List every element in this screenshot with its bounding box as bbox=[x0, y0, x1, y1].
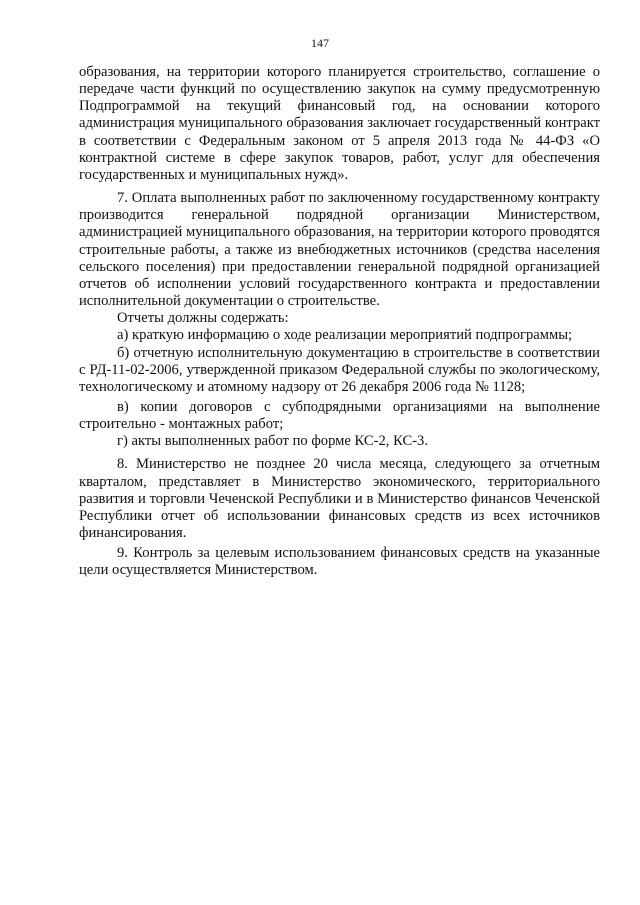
list-item-v: в) копии договоров с субподрядными организациями на выполнение строительно - монтажных работ; bbox=[79, 398, 600, 433]
document-body bbox=[79, 64, 600, 580]
page-number: 147 bbox=[311, 36, 329, 50]
list-item-a: а) краткую информацию о ходе реализации мероприятий подпрограммы; bbox=[117, 327, 573, 344]
paragraph-item-7: 7. Оплата выполненных работ по заключенному государственному контракту производится генеральной подрядной организации Министерством, администрацией муниципального образования, на территории которого проводятся строительные работы, а также из внебюджетных источников (средства населения сельского поселения) при предоставлении генеральной подрядной организацией отчетов об исполнении условий государственного контракта и предоставлении исполнительной документации о строительстве. bbox=[79, 190, 600, 310]
list-item-g: г) акты выполненных работ по форме КС-2, КС-3. bbox=[117, 433, 428, 450]
paragraph-item-9: 9. Контроль за целевым использованием финансовых средств на указанные цели осуществляется Министерством. bbox=[79, 545, 600, 579]
list-item-b: б) отчетную исполнительную документацию в строительстве в соответствии с РД-11-02-2006, утвержденной приказом Федеральной службы по экологическому, технологическому и атомному надзору от 26 декабря 2006 года № 1128; bbox=[79, 344, 600, 395]
paragraph-item-8: 8. Министерство не позднее 20 числа месяца, следующего за отчетным кварталом, представляет в Министерство экономического, территориального развития и торговли Чеченской Республики и в Министерство финансов Чеченской Республики отчет об использовании финансовых средств из всех источников финансирования. bbox=[79, 456, 600, 542]
paragraph-reports-heading: Отчеты должны содержать: bbox=[117, 310, 289, 327]
paragraph-continuation: образования, на территории которого планируется строительство, соглашение о передаче части функций по осуществлению закупок на сумму предусмотренную Подпрограммой на текущий финансовый год, на основании которого администрация муниципального образования заключает государственный контракт в соответствии с Федеральным законом от 5 апреля 2013 года № 44-ФЗ «О контрактной системе в сфере закупок товаров, работ, услуг для обеспечения государственных и муниципальных нужд». bbox=[79, 64, 600, 183]
